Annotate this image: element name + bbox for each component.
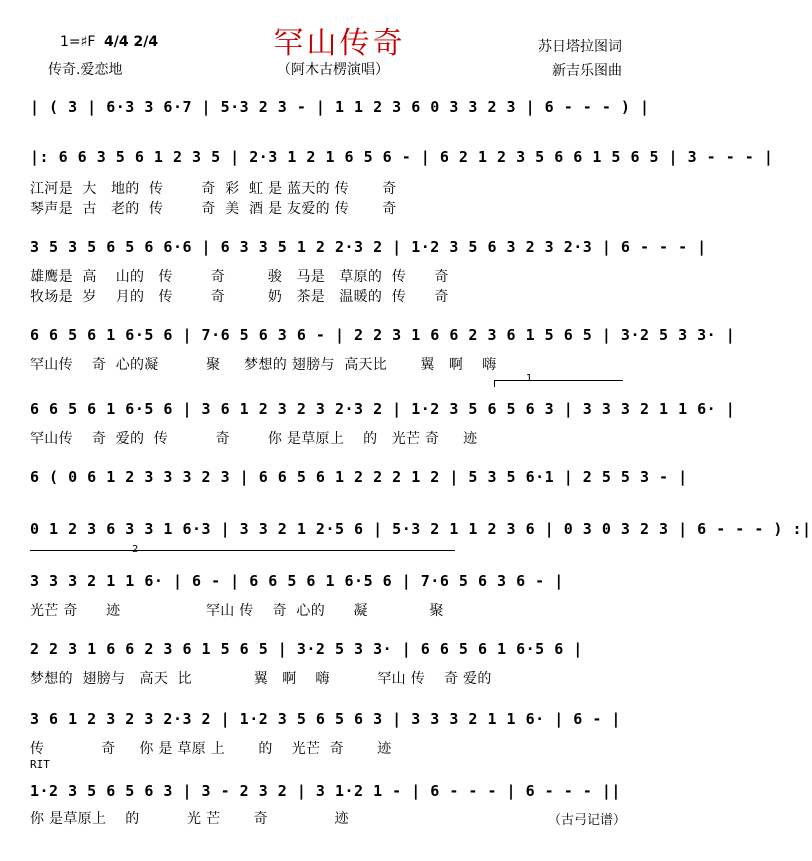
subtitle: （阿木古楞演唱）	[277, 62, 389, 78]
lyric-line-8: 光芒 奇 迹 罕山 传 奇 心的 凝 聚	[30, 603, 444, 619]
transcriber-credit: （古弓记谱）	[548, 813, 627, 828]
volta-bracket-1	[494, 380, 623, 387]
volta-bracket-2	[30, 550, 455, 557]
notation-line-4: 6 6 5 6 1 6·5 6 | 7·6 5 6 3 6 - | 2 2 3 1 6 6 2 3 6 1 5 6 5 | 3·2 5 3 3· |	[30, 326, 736, 344]
lyric-line-2-verse-1: 江河是 大 地的 传 奇 彩 虹 是 蓝天的 传 奇	[30, 181, 397, 197]
notation-line-2: |: 6 6 3 5 6 1 2 3 5 | 2·3 1 2 1 6 5 6 - | 6 2 1 2 3 5 6 6 1 5 6 5 | 3 - - - |	[30, 148, 774, 166]
notation-line-11: 1·2 3 5 6 5 6 3 | 3 - 2 3 2 | 3 1·2 1 - | 6 - - - | 6 - - - ||	[30, 782, 621, 800]
key-signature: 1=♯F	[60, 34, 96, 50]
notation-line-3: 3 5 3 5 6 5 6 6·6 | 6 3 3 5 1 2 2·3 2 | 1·2 3 5 6 3 2 3 2·3 | 6 - - - |	[30, 238, 707, 256]
lyric-line-9: 梦想的 翅膀与 高天 比 翼 啊 嗨 罕山 传 奇 爱的	[30, 671, 492, 687]
ritardando-mark: RIT	[30, 758, 50, 771]
style-note: 传奇.爱恋地	[48, 62, 123, 78]
notation-line-5: 6 6 5 6 1 6·5 6 | 3 6 1 2 3 2 3 2·3 2 | 1·2 3 5 6 5 6 3 | 3 3 3 2 1 1 6· |	[30, 400, 736, 418]
volta-number-1: 1	[526, 373, 533, 384]
lyricist: 苏日塔拉图词	[538, 39, 622, 55]
lyric-line-3-verse-2: 牧场是 岁 月的 传 奇 奶 茶是 温暖的 传 奇	[30, 289, 449, 305]
volta-number-2: 2	[132, 544, 139, 555]
lyric-line-2-verse-2: 琴声是 古 老的 传 奇 美 酒 是 友爱的 传 奇	[30, 201, 397, 217]
song-title: 罕山传奇	[273, 26, 406, 61]
notation-line-7: 0 1 2 3 6 3 3 1 6·3 | 3 3 2 1 2·5 6 | 5·3 2 1 1 2 3 6 | 0 3 0 3 2 3 | 6 - - - ) :|	[30, 520, 812, 538]
lyric-line-4: 罕山传 奇 心的凝 聚 梦想的 翅膀与 高天比 翼 啊 嗨	[30, 357, 497, 373]
notation-line-9: 2 2 3 1 6 6 2 3 6 1 5 6 5 | 3·2 5 3 3· | 6 6 5 6 1 6·5 6 |	[30, 640, 583, 658]
lyric-line-3-verse-1: 雄鹰是 高 山的 传 奇 骏 马是 草原的 传 奇	[30, 269, 449, 285]
notation-line-8: 3 3 3 2 1 1 6· | 6 - | 6 6 5 6 1 6·5 6 | 7·6 5 6 3 6 - |	[30, 572, 564, 590]
notation-line-10: 3 6 1 2 3 2 3 2·3 2 | 1·2 3 5 6 5 6 3 | 3 3 3 2 1 1 6· | 6 - |	[30, 710, 621, 728]
composer: 新吉乐图曲	[552, 63, 622, 79]
lyric-line-10: 传 奇 你 是 草原 上 的 光芒 奇 迹	[30, 741, 392, 757]
notation-line-6: 6 ( 0 6 1 2 3 3 3 2 3 | 6 6 5 6 1 2 2 2 1 2 | 5 3 5 6·1 | 2 5 5 3 - |	[30, 468, 688, 486]
lyric-line-5: 罕山传 奇 爱的 传 奇 你 是草原上 的 光芒 奇 迹	[30, 431, 478, 447]
notation-line-1: | ( 3 | 6·3 3 6·7 | 5·3 2 3 - | 1 1 2 3 6 0 3 3 2 3 | 6 - - - ) |	[30, 98, 650, 116]
time-signature: 4/4 2/4	[104, 34, 159, 50]
lyric-line-11: 你 是草原上 的 光 芒 奇 迹	[30, 811, 349, 827]
